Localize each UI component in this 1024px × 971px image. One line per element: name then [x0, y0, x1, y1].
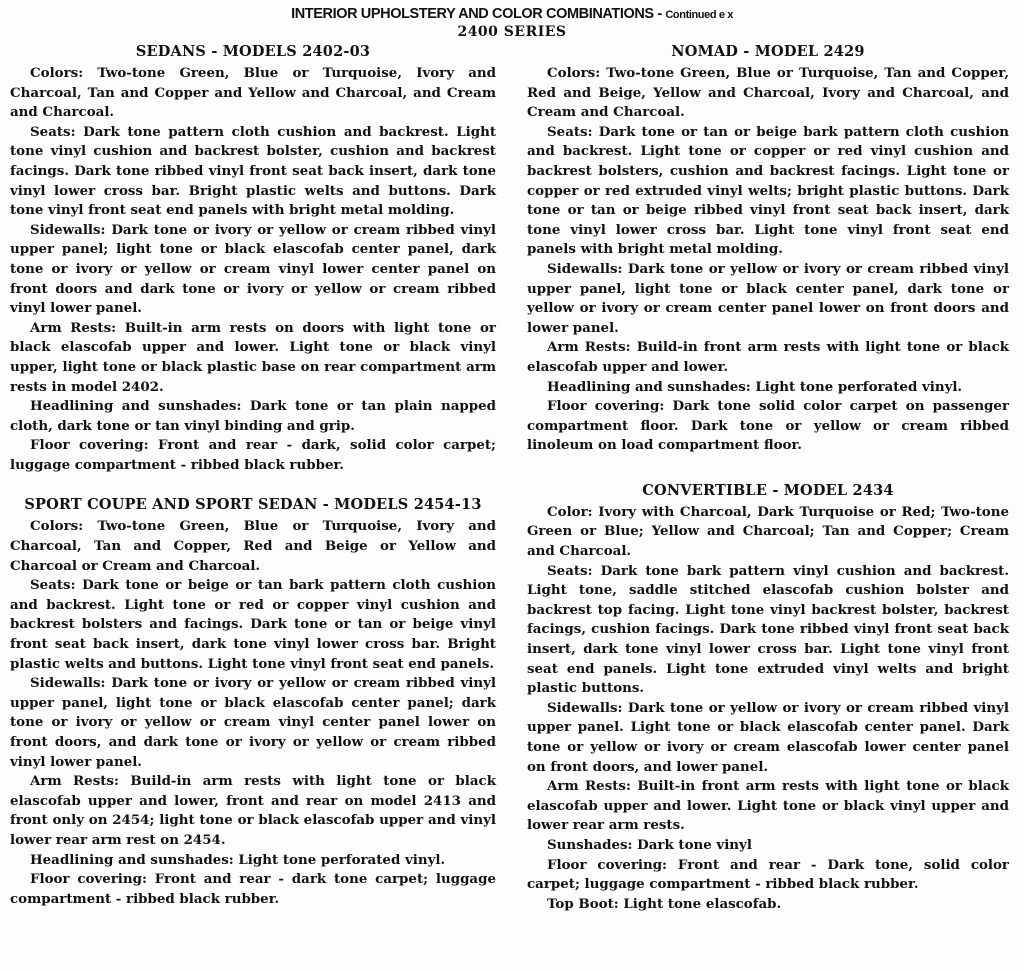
section-title: NOMAD - MODEL 2429: [671, 43, 865, 60]
paragraph-seats: Seats: Dark tone pattern cloth cushion and backrest. Light tone vinyl cushion and backrest bolster, cushion and backrest facings. Dark tone ribbed vinyl front seat back insert, dark tone vinyl lower cross bar. Bright plastic welts and buttons. Dark tone vinyl front seat end panels with bright metal molding.: [10, 123, 496, 219]
paragraph-seats: Seats: Dark tone or beige or tan bark pattern cloth cushion and backrest. Light tone or red or copper vinyl cushion and backrest bolsters and facings. Dark tone or tan or beige vinyl front seat back insert, dark tone vinyl lower cross bar. Bright plastic welts and buttons. Light tone vinyl front seat end panels.: [10, 577, 496, 672]
right-column: [527, 42, 1009, 914]
paragraph-colors: Color: Ivory with Charcoal, Dark Turquoise or Red; Two-tone Green or Blue; Yellow and Charcoal; Tan and Copper; Cream and Charcoal.: [527, 503, 1009, 560]
section-title: SPORT COUPE AND SPORT SEDAN - MODELS 2454-13: [24, 496, 482, 514]
paragraph-top-boot: Top Boot: Light tone elascofab.: [547, 895, 782, 912]
paragraph-headlining: Headlining and sunshades: Light tone perforated vinyl.: [30, 851, 446, 868]
paragraph-headlining: Headlining and sunshades: Light tone perforated vinyl.: [547, 378, 963, 395]
continued-note: Continued e x: [665, 9, 733, 21]
page-header: [0, 6, 1024, 41]
paragraph-arm-rests: Arm Rests: Built-in front arm rests with light tone or black elascofab upper and lower. Light tone or black vinyl upper and lower rear arm rests.: [527, 778, 1009, 834]
paragraph-arm-rests: Arm Rests: Build-in front arm rests with light tone or black elascofab upper and lower.: [527, 339, 1009, 375]
paragraph-seats: Seats: Dark tone bark pattern vinyl cushion and backrest. Light tone, saddle stitched elascofab cushion bolster and backrest top facing. Light tone vinyl backrest bolster, backrest facings, cushion facings. Dark tone ribbed vinyl front seat back insert, dark tone vinyl lower cross bar. Light tone vinyl front seat end panels. Light tone extruded vinyl welts and bright plastic buttons.: [527, 562, 1009, 697]
section-title: CONVERTIBLE - MODEL 2434: [642, 481, 894, 499]
paragraph-colors: Colors: Two-tone Green, Blue or Turquoise, Tan and Copper, Red and Beige, Yellow and Charcoal, Ivory and Charcoal, and Cream and Charcoal.: [527, 65, 1009, 121]
section-title: SEDANS - MODELS 2402-03: [135, 43, 371, 60]
paragraph-sidewalls: Sidewalls: Dark tone or ivory or yellow or cream ribbed vinyl upper panel, light tone or black elascofab center panel; dark tone or ivory or yellow or cream vinyl center panel lower on front doors, and dark tone or ivory or yellow or cream ribbed vinyl lower panel.: [10, 675, 496, 770]
paragraph-floor-covering: Floor covering: Front and rear - Dark tone, solid color carpet; luggage compartment - ribbed black rubber.: [527, 856, 1009, 893]
paragraph-floor-covering: Floor covering: Front and rear - dark, solid color carpet; luggage compartment - ribbed black rubber.: [10, 437, 496, 473]
paragraph-arm-rests: Arm Rests: Built-in arm rests on doors with light tone or black elascofab upper and lower. Light tone or black vinyl upper, light tone or black plastic base on rear compartment arm rests in model 2402.: [10, 319, 496, 395]
paragraph-seats: Seats: Dark tone or tan or beige bark pattern cloth cushion and backrest. Light tone or copper or red vinyl cushion and backrest bolsters, cushion and backrest facings. Light tone or copper or red extruded vinyl welts; bright plastic buttons. Dark tone or tan or beige ribbed vinyl front seat back insert, dark tone vinyl lower cross bar. Light tone vinyl front seat end panels with bright metal molding.: [527, 123, 1009, 258]
paragraph-colors: Colors: Two-tone Green, Blue or Turquoise, Ivory and Charcoal, Tan and Copper, Red and Beige or Yellow and Charcoal or Cream and Charcoal.: [10, 518, 496, 574]
paragraph-sidewalls: Sidewalls: Dark tone or ivory or yellow or cream ribbed vinyl upper panel; light tone or black elascofab center panel, dark tone or ivory or yellow or cream vinyl lower center panel on front doors and dark tone or ivory or yellow or cream ribbed vinyl lower panel.: [10, 221, 496, 317]
paragraph-floor-covering: Floor covering: Front and rear - dark tone carpet; luggage compartment - ribbed black rubber.: [10, 871, 496, 907]
section-nomad: [527, 42, 1009, 456]
paragraph-sidewalls: Sidewalls: Dark tone or yellow or ivory or cream ribbed vinyl upper panel. Light tone or black elascofab center panel. Dark tone or yellow or ivory or cream elascofab lower center panel on front doors, and lower panel.: [527, 699, 1009, 775]
series-label: 2400 SERIES: [457, 24, 567, 40]
paragraph-floor-covering: Floor covering: Dark tone solid color carpet on passenger compartment floor. Dark tone or yellow or cream ribbed linoleum on load compartment floor.: [527, 398, 1009, 454]
left-column: [10, 42, 496, 909]
paragraph-arm-rests: Arm Rests: Build-in arm rests with light tone or black elascofab upper and lower, front and rear on model 2413 and front only on 2454; light tone or black elascofab upper and vinyl lower rear arm rest on 2454.: [10, 773, 496, 848]
section-sport-coupe-sedan: [10, 495, 496, 909]
section-convertible: [527, 481, 1009, 914]
section-sedans: [10, 42, 496, 475]
paragraph-sunshades: Sunshades: Dark tone vinyl: [547, 836, 752, 853]
paragraph-colors: Colors: Two-tone Green, Blue or Turquoise, Ivory and Charcoal, Tan and Copper and Yellow and Charcoal, and Cream and Charcoal.: [10, 65, 496, 121]
page-title: [0, 6, 1024, 24]
page-title-text: INTERIOR UPHOLSTERY AND COLOR COMBINATIONS -: [291, 6, 666, 22]
paragraph-sidewalls: Sidewalls: Dark tone or yellow or ivory or cream ribbed vinyl upper panel, light tone or black center panel, dark tone or yellow or ivory or cream center panel lower on front doors and lower panel.: [527, 260, 1009, 336]
paragraph-headlining: Headlining and sunshades: Dark tone or tan plain napped cloth, dark tone or tan vinyl binding and grip.: [10, 398, 496, 434]
